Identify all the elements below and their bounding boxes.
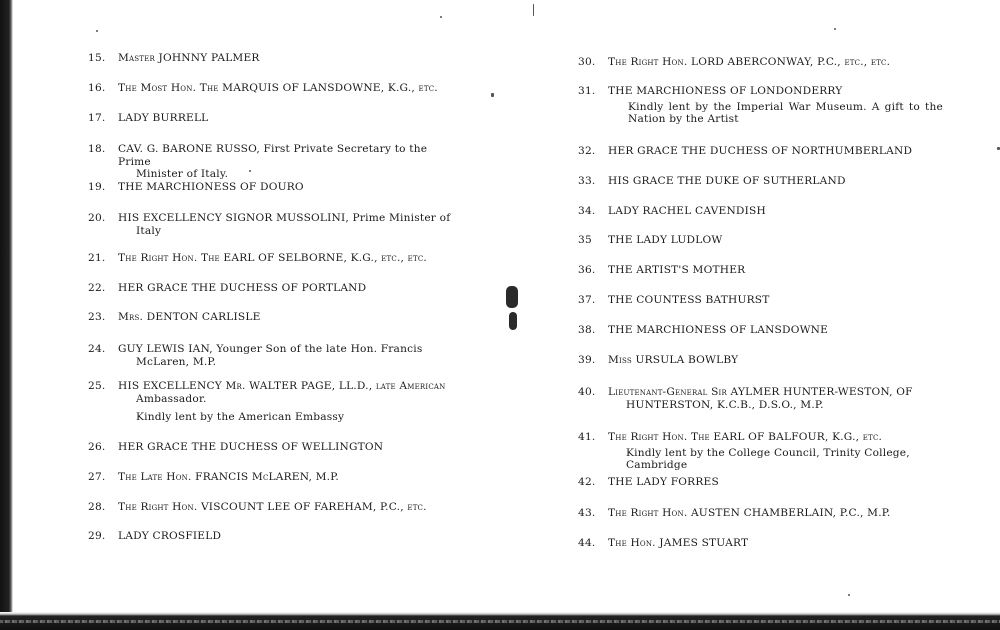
scan-speck xyxy=(249,170,251,172)
entry-name xyxy=(118,143,460,181)
entry-name: THE LADY FORRES xyxy=(608,476,719,488)
catalogue-entry xyxy=(88,282,460,295)
entry-name: THE MARCHIONESS OF LANSDOWNE xyxy=(608,324,829,336)
entry-name: THE LADY LUDLOW xyxy=(608,234,723,246)
page-bottom-edge xyxy=(0,612,1000,630)
catalogue-entry xyxy=(578,324,943,337)
entry-name: LADY CROSFIELD xyxy=(118,530,222,542)
entry-name-line: CAV. G. BARONE RUSSO, First Private Secretary to the Prime xyxy=(118,143,428,168)
entry-number: 43. xyxy=(578,507,596,519)
entry-name xyxy=(118,380,460,424)
catalogue-entry xyxy=(88,252,460,265)
entry-name: LADY BURRELL xyxy=(118,112,209,124)
entry-name-line: GUY LEWIS IAN, Younger Son of the late Hon. Francis xyxy=(118,343,423,355)
entry-number: 27. xyxy=(88,471,106,483)
catalogue-entry xyxy=(578,294,943,307)
catalogue-entry xyxy=(578,386,943,411)
entry-name: HER GRACE THE DUCHESS OF PORTLAND xyxy=(118,282,367,294)
catalogue-entry xyxy=(88,530,460,543)
scan-speck xyxy=(848,594,850,596)
entry-name xyxy=(608,386,943,411)
catalogue-entry xyxy=(88,501,460,514)
entry-number: 21. xyxy=(88,252,106,264)
entry-name-continuation: Minister of Italy. xyxy=(136,168,229,180)
entry-name-continuation: Italy xyxy=(136,224,162,237)
catalogue-entry xyxy=(578,234,943,247)
entry-name: THE ARTIST'S MOTHER xyxy=(608,264,746,276)
catalogue-entry xyxy=(578,56,943,69)
entry-name: Master JOHNNY PALMER xyxy=(118,52,260,64)
entry-number: 38. xyxy=(578,324,596,336)
entry-number: 16. xyxy=(88,82,106,94)
catalogue-entry xyxy=(578,507,943,520)
entry-name: THE COUNTESS BATHURST xyxy=(608,294,770,306)
entry-number: 24. xyxy=(88,343,106,355)
catalogue-entry xyxy=(578,264,943,277)
catalogue-entry xyxy=(578,476,943,489)
entry-number: 17. xyxy=(88,112,106,124)
catalogue-entry xyxy=(88,143,460,181)
catalogue-entry xyxy=(578,431,943,472)
catalogue-entry xyxy=(88,343,460,368)
binding-mark xyxy=(509,312,517,330)
catalogue-entry xyxy=(88,441,460,454)
entry-name: HER GRACE THE DUCHESS OF WELLINGTON xyxy=(118,441,384,453)
entry-number: 28. xyxy=(88,501,106,513)
entry-number: 32. xyxy=(578,145,596,157)
entry-number: 26. xyxy=(88,441,106,453)
entry-name-continuation: HUNTERSTON, K.C.B., D.S.O., M.P. xyxy=(626,398,824,411)
entry-name-line: THE MARCHIONESS OF LONDONDERRY xyxy=(608,85,843,97)
catalogue-entry xyxy=(578,85,943,126)
entry-number: 37. xyxy=(578,294,596,306)
entry-name: The Right Hon. LORD ABERCONWAY, P.C., etc., etc. xyxy=(608,56,891,68)
entry-number: 44. xyxy=(578,537,596,549)
entry-name: The Late Hon. FRANCIS McLAREN, M.P. xyxy=(118,471,339,483)
entry-number: 40. xyxy=(578,386,596,398)
scan-speck xyxy=(834,28,836,30)
entry-name: The Right Hon. The EARL OF SELBORNE, K.G., etc., etc. xyxy=(118,252,427,264)
catalogue-entry xyxy=(578,205,943,218)
catalogue-entry xyxy=(578,537,943,550)
entry-name xyxy=(608,431,943,472)
entry-number: 36. xyxy=(578,264,596,276)
entry-number: 31. xyxy=(578,85,596,97)
entry-number: 29. xyxy=(88,530,106,542)
entry-number: 42. xyxy=(578,476,596,488)
entry-name: The Right Hon. VISCOUNT LEE OF FAREHAM, P.C., etc. xyxy=(118,501,427,513)
entry-name xyxy=(118,212,460,237)
entry-number: 33. xyxy=(578,175,596,187)
catalogue-entry xyxy=(88,112,460,125)
entry-number: 25. xyxy=(88,380,106,392)
entry-name: Miss URSULA BOWLBY xyxy=(608,354,739,366)
scan-speck xyxy=(440,16,442,18)
entry-number: 30. xyxy=(578,56,596,68)
entry-name: Mrs. DENTON CARLISLE xyxy=(118,311,261,323)
entry-name xyxy=(118,343,460,368)
catalogue-entry xyxy=(578,175,943,188)
entry-name: The Right Hon. AUSTEN CHAMBERLAIN, P.C., M.P. xyxy=(608,507,891,519)
entry-number: 20. xyxy=(88,212,106,224)
entry-name: The Most Hon. The MARQUIS OF LANSDOWNE, K.G., etc. xyxy=(118,82,438,94)
entry-number: 41. xyxy=(578,431,596,443)
entry-number: 23. xyxy=(88,311,106,323)
scan-speck xyxy=(96,30,98,32)
scan-speck xyxy=(533,4,534,16)
catalogue-entry xyxy=(88,380,460,424)
catalogue-entry xyxy=(88,311,460,324)
loan-note: Kindly lent by the Imperial War Museum. A gift to the Nation by the Artist xyxy=(628,100,943,125)
catalogue-entry xyxy=(578,354,943,367)
entry-name-continuation: Ambassador. xyxy=(136,392,207,405)
entry-name-line: The Right Hon. The EARL OF BALFOUR, K.G., etc. xyxy=(608,431,883,443)
catalogue-entry xyxy=(88,181,460,194)
entry-number: 19. xyxy=(88,181,106,193)
entry-name-line: HIS EXCELLENCY Mr. WALTER PAGE, LL.D., late American xyxy=(118,380,446,392)
entry-number: 18. xyxy=(88,143,106,155)
catalogue-entry xyxy=(88,212,460,237)
entry-number: 15. xyxy=(88,52,106,64)
binding-mark xyxy=(506,286,518,308)
catalogue-entry xyxy=(578,145,943,158)
page-left-edge xyxy=(0,0,13,630)
entry-name-continuation: McLaren, M.P. xyxy=(136,355,217,368)
entry-name xyxy=(608,85,943,126)
entry-name-line: HIS EXCELLENCY SIGNOR MUSSOLINI, Prime Minister of xyxy=(118,212,451,224)
entry-name: THE MARCHIONESS OF DOURO xyxy=(118,181,304,193)
entry-name-line: Lieutenant-General Sir AYLMER HUNTER-WESTON, OF xyxy=(608,386,913,398)
entry-number: 39. xyxy=(578,354,596,366)
loan-note: Kindly lent by the College Council, Trinity College, Cambridge xyxy=(626,446,910,471)
entry-name: HER GRACE THE DUCHESS OF NORTHUMBERLAND xyxy=(608,145,913,157)
scan-speck xyxy=(491,93,494,97)
catalogue-entry xyxy=(88,471,460,484)
entry-number: 34. xyxy=(578,205,596,217)
entry-name: HIS GRACE THE DUKE OF SUTHERLAND xyxy=(608,175,846,187)
entry-name: The Hon. JAMES STUART xyxy=(608,537,749,549)
entry-number: 35 xyxy=(578,234,592,246)
entry-name: LADY RACHEL CAVENDISH xyxy=(608,205,766,217)
catalogue-entry xyxy=(88,82,460,95)
entry-number: 22. xyxy=(88,282,106,294)
catalogue-entry xyxy=(88,52,460,65)
loan-note: Kindly lent by the American Embassy xyxy=(136,411,345,423)
